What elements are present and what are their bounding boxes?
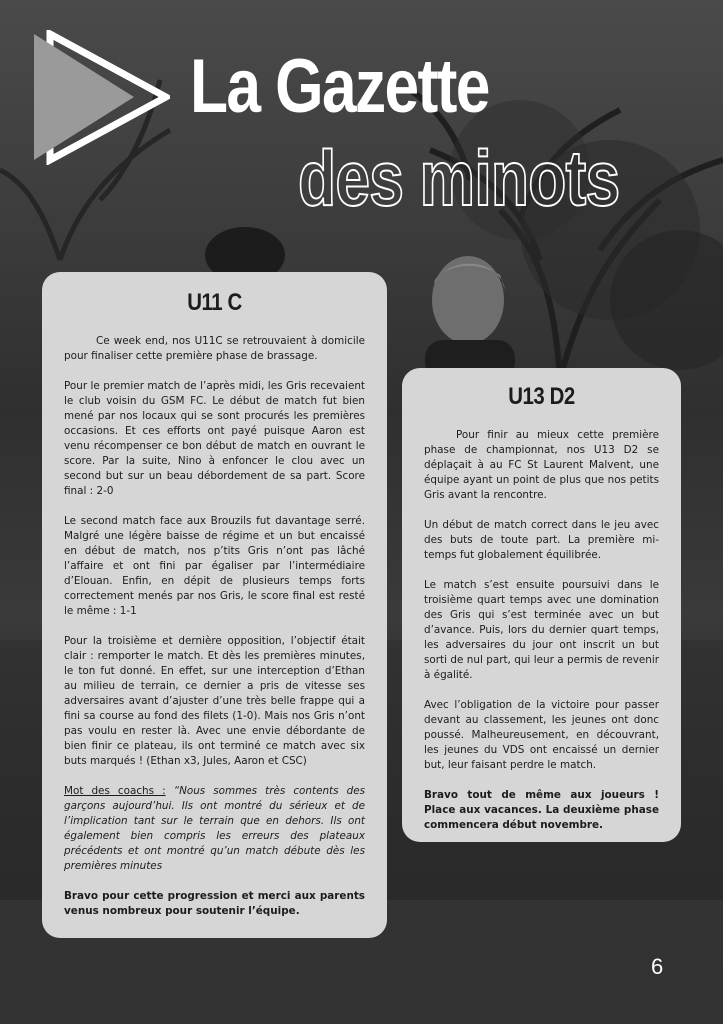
gazette-title: La Gazette (190, 44, 489, 129)
u13d2-intro: Pour finir au mieux cette première phase de championnat, nos U13 D2 se déplaçait à au FC St Laurent Malvent, une équipe ayant un point de plus que nos petits Gris avant la rencontre. (424, 429, 659, 501)
u11c-closing: Bravo pour cette progression et merci aux parents venus nombreux pour soutenir l’équipe. (64, 890, 365, 917)
coach-label: Mot des coachs : (64, 785, 166, 797)
u11c-match1: Pour le premier match de l’après midi, les Gris recevaient le club voisin du GSM FC. Le début de match fut bien mené par nos locaux qui se sont procurés les premières occasions. Et ces efforts ont payé puisque Aaron est venu récompenser ce bon début de match en ouvrant le score. Par la suite, Nino à enfoncer le clou avec un second but sur un beau débordement de sa part. Score final : 2-0 (64, 380, 365, 497)
u13d2-first-half: Un début de match correct dans le jeu avec des buts de toute part. La première mi-temps fut globalement équilibrée. (424, 519, 659, 561)
u13d2-final: Avec l’obligation de la victoire pour passer devant au classement, les jeunes ont donc poussé. Malheureusement, en découvrant, les jeunes du VDS ont encaissé un dernier but, leur faisant perdre le match. (424, 699, 659, 771)
u13d2-article (402, 368, 681, 842)
u11c-title: U11 C (187, 289, 242, 316)
page-number: 6 (651, 954, 664, 979)
u11c-match3: Pour la troisième et dernière opposition, l’objectif était clair : remporter le match. Et dès les premières minutes, le ton fut donné. En effet, sur une interception d’Ethan au milieu de terrain, ce dernier a pris de vitesse ses adversaires avant d’ajuster d’une très belle frappe qui a fini sa course au fond des filets (1-0). Mais nos Gris n’ont pas voulu en rester là. Avec une envie débordante de bien finir ce plateau, ils ont terminé ce match avec six buts marqués ! (Ethan x3, Jules, Aaron et CSC) (64, 635, 365, 767)
u13d2-third-quarter: Le match s’est ensuite poursuivi dans le troisième quart temps avec une domination des Gris qui s’est terminée avec un but d’avance. Puis, lors du dernier quart temps, les adversaires du jour ont inscrit un but sorti de nul part, qui leur a permis de revenir à égalité. (424, 579, 659, 681)
gazette-subtitle: des minots (298, 134, 620, 222)
u11c-coach-quote (64, 784, 365, 874)
u11c-intro: Ce week end, nos U11C se retrouvaient à domicile pour finaliser cette première phase de brassage. (64, 335, 365, 362)
play-triangle-logo (30, 30, 170, 165)
u11c-match2: Le second match face aux Brouzils fut davantage serré. Malgré une légère baisse de régime et un but encaissé en début de match, nos p’tits Gris n’ont pas lâché l’affaire et ont fini par égaliser par l’intermédiaire d’Elouan. Enfin, en dépit de plusieurs temps forts correctement menés par nos Gris, le score final est resté le même : 1-1 (64, 515, 365, 617)
u13d2-title: U13 D2 (508, 383, 575, 410)
coach-quote-text: “Nous sommes très contents des garçons aujourd’hui. Ils ont montré du sérieux et de l’implication tant sur le terrain que en dehors. Ils ont également bien compris les erreurs des plateaux précédents et ont montré qu’un match débute dès les premières minutes (64, 785, 365, 872)
player-figure (425, 256, 515, 380)
u11c-article (42, 272, 387, 938)
u13d2-closing: Bravo tout de même aux joueurs ! Place aux vacances. La deuxième phase commencera début novembre. (424, 789, 659, 831)
